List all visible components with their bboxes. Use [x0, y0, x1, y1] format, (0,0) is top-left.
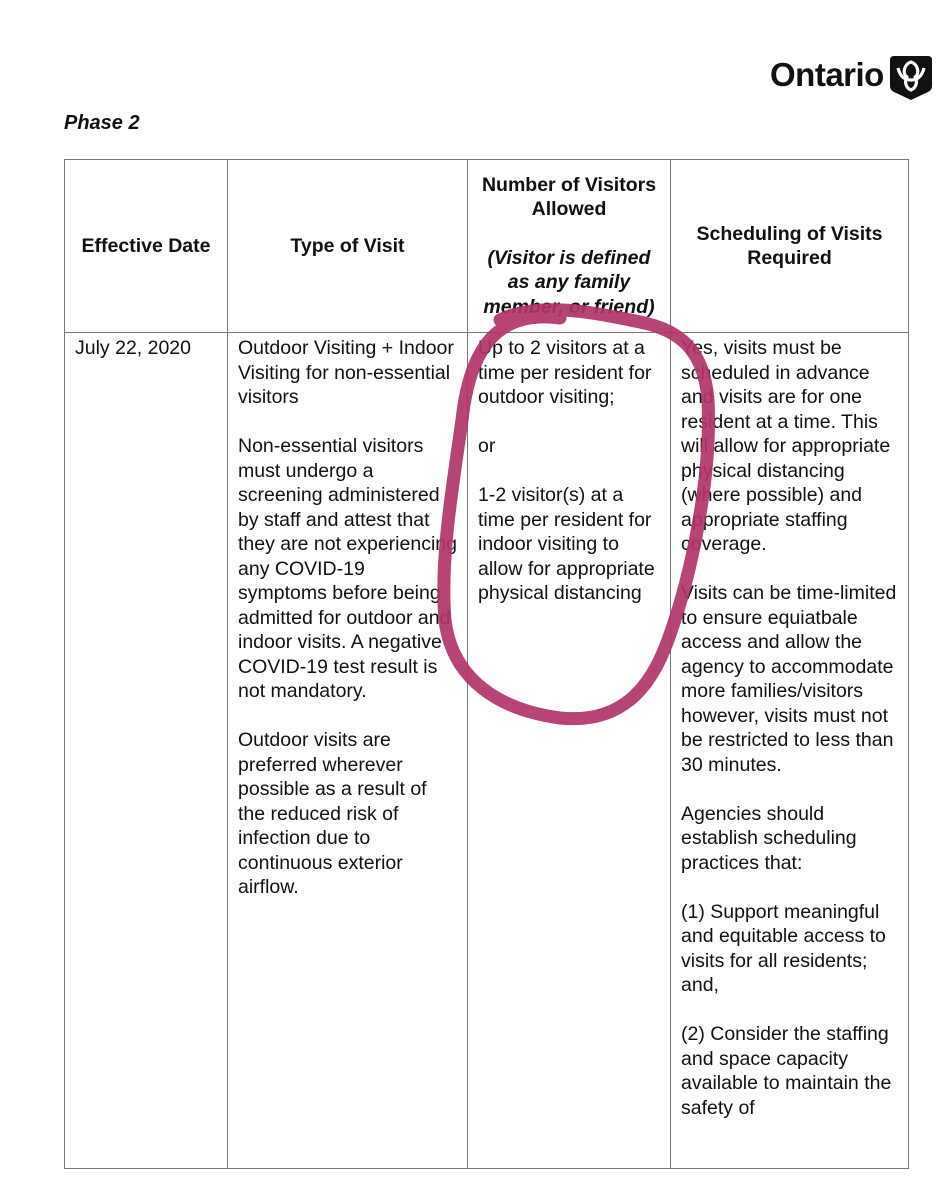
- cell-effective-date: July 22, 2020: [65, 333, 228, 1169]
- header-effective-date: Effective Date: [65, 160, 228, 333]
- phase-title: Phase 2: [64, 112, 140, 134]
- paragraph: Non-essential visitors must undergo a screening administered by staff and attest that they are not experiencing any COVID-19 symptoms before being admitted for outdoor and indoor visits. A negative COVID-19 test result is not mandatory.: [238, 435, 457, 702]
- paragraph: or: [478, 435, 496, 457]
- header-scheduling: Scheduling of Visits Required: [671, 160, 909, 333]
- header-visitors-note: (Visitor is defined as any family member, or friend): [483, 246, 655, 318]
- paragraph: Outdoor visits are preferred wherever possible as a result of the reduced risk of infection due to continuous exterior airflow.: [238, 729, 427, 898]
- paragraph: (2) Consider the staffing and space capacity available to maintain the safety of: [681, 1023, 892, 1119]
- ontario-trillium-icon: [890, 50, 932, 100]
- cell-visitors-allowed: [468, 333, 671, 1169]
- header-type-of-visit: Type of Visit: [228, 160, 468, 333]
- paragraph: Agencies should establish scheduling practices that:: [681, 802, 857, 874]
- table-row: [65, 333, 909, 1169]
- header-visitors-title: Number of Visitors Allowed: [481, 173, 657, 221]
- paragraph: 1-2 visitor(s) at a time per resident for indoor visiting to allow for appropriate physical distancing: [478, 484, 655, 604]
- cell-type-of-visit: [228, 333, 468, 1169]
- visiting-table: [64, 159, 909, 1169]
- cell-scheduling: [671, 333, 909, 1169]
- paragraph: Visits can be time-limited to ensure equiatbale access and allow the agency to accommodate more families/visitors however, visits must not be restricted to less than 30 minutes.: [681, 582, 897, 776]
- header-visitors-allowed: [468, 160, 671, 333]
- paragraph: (1) Support meaningful and equitable access to visits for all residents; and,: [681, 900, 886, 996]
- paragraph: Yes, visits must be scheduled in advance and visits are for one resident at a time. This will allow for appropriate physical distancing (where possible) and appropriate staffing coverage.: [681, 337, 891, 555]
- ontario-logo: [770, 50, 932, 100]
- brand-name: Ontario: [770, 56, 884, 93]
- paragraph: Outdoor Visiting + Indoor Visiting for non-essential visitors: [238, 337, 454, 408]
- paragraph: Up to 2 visitors at a time per resident for outdoor visiting;: [478, 337, 652, 408]
- table-header-row: [65, 160, 909, 333]
